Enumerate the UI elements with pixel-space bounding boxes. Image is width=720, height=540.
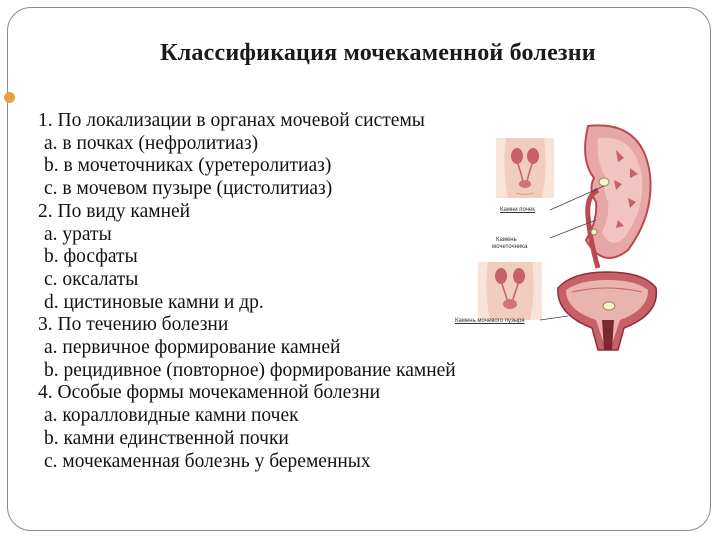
kidney-callout-lines — [540, 180, 620, 250]
ureter-stone-callout-2: мочеточника — [492, 244, 528, 250]
list-line: a. в почках (нефролитиаз) — [44, 132, 259, 154]
ureter-stone-callout: Камень — [496, 237, 517, 243]
bullet-marker — [4, 92, 15, 103]
torso-bladder-thumbnail — [478, 262, 542, 320]
bladder-cross-section-image — [552, 270, 662, 352]
list-line: b. рецидивное (повторное) формирование камней — [44, 359, 456, 381]
bladder-stone-callout: Камень мочевого пузыря — [455, 318, 525, 324]
list-line: a. первичное формирование камней — [44, 337, 341, 359]
list-line: b. камни единственной почки — [44, 427, 289, 449]
list-line: c. мочекаменная болезнь у беременных — [44, 450, 371, 472]
bladder-callout-line — [540, 312, 570, 324]
list-line: d. цистиновые камни и др. — [44, 291, 264, 313]
list-line: 3. По течению болезни — [38, 314, 229, 336]
kidney-stones-callout: Камни почек — [500, 207, 535, 213]
list-line: b. в мочеточниках (уретеролитиаз) — [44, 155, 332, 177]
list-line: c. в мочевом пузыре (цистолитиаз) — [44, 178, 333, 200]
slide-title: Классификация мочекаменной болезни — [160, 40, 596, 66]
list-line: 1. По локализации в органах мочевой системы — [38, 110, 425, 131]
list-line: 4. Особые формы мочекаменной болезни — [38, 382, 381, 404]
list-line: 2. По виду камней — [38, 200, 191, 222]
list-line: a. ураты — [44, 223, 112, 245]
list-line: a. коралловидные камни почек — [44, 405, 299, 427]
list-line: c. оксалаты — [44, 268, 139, 290]
list-line: b. фосфаты — [44, 246, 138, 268]
